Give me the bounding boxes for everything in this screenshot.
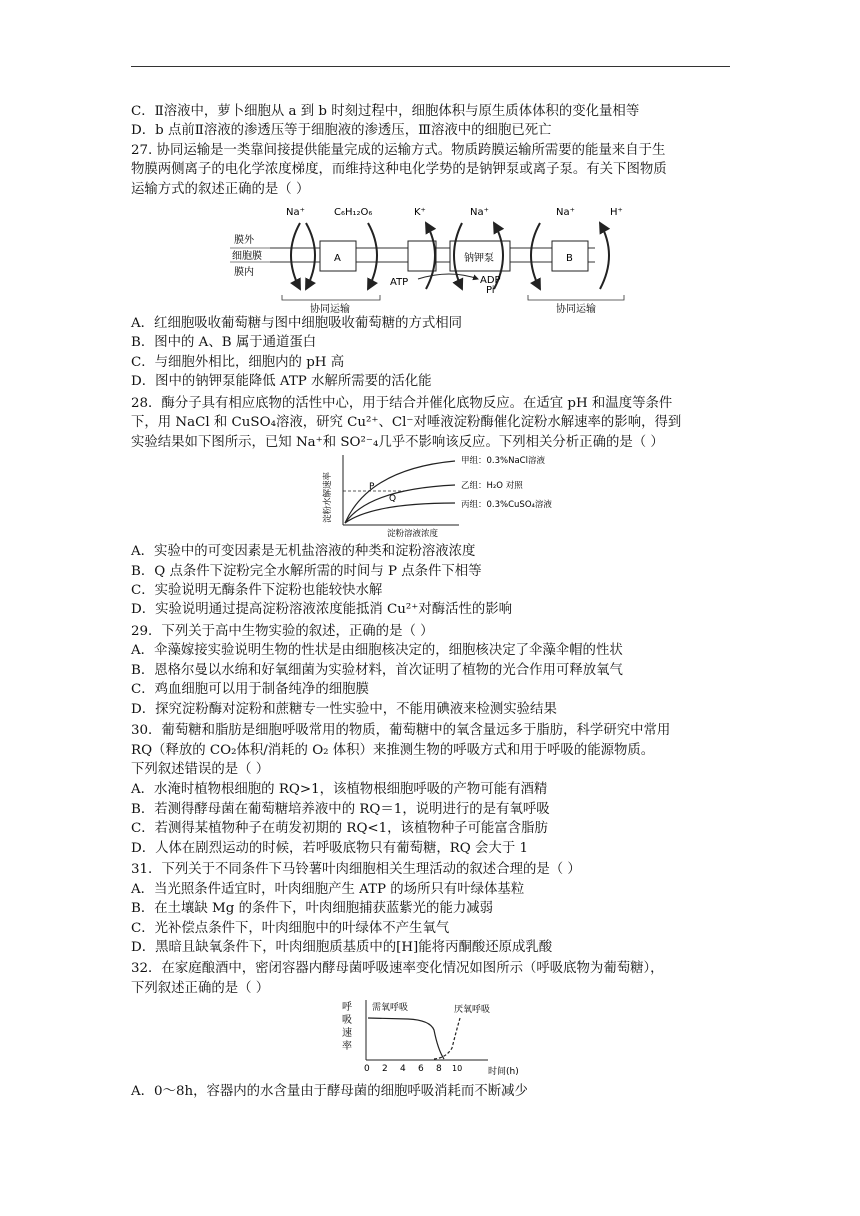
text-line: C．鸡血细胞可以用于制备纯净的细胞膜 xyxy=(131,682,369,697)
carrier-b-label: B xyxy=(566,253,573,264)
text-line: C．Ⅱ溶液中，萝卜细胞从 a 到 b 时刻过程中，细胞体积与原生质体体积的变化量相等 xyxy=(131,104,640,119)
text-line: C．实验说明无酶条件下淀粉也能较快水解 xyxy=(131,583,383,598)
legend-cuso4: 丙组：0.3%CuSO₄溶液 xyxy=(461,500,552,510)
atp-label: ATP xyxy=(390,277,409,288)
na3-arrow xyxy=(531,223,540,289)
anaerobic-curve xyxy=(434,1018,460,1059)
na1-arrow-b xyxy=(306,223,315,289)
y-label-2: 吸 xyxy=(342,1015,352,1026)
cotransport-bracket-1 xyxy=(282,295,380,300)
cotransport-bracket-2 xyxy=(528,295,624,300)
adp-label: ADP xyxy=(480,275,501,286)
text-line: D．黑暗且缺氧条件下，叶肉细胞质基质中的[H]能将丙酮酸还原成乳酸 xyxy=(131,940,553,955)
header-rule xyxy=(131,66,730,67)
na2-label: Na⁺ xyxy=(470,207,489,218)
text-line: D．实验说明通过提高淀粉溶液浓度能抵消 Cu²⁺对酶活性的影响 xyxy=(131,602,513,617)
tick-10: 10 xyxy=(452,1064,463,1073)
pump-left-box xyxy=(408,241,436,271)
text-line: A．红细胞吸收葡萄糖与图中细胞吸收葡萄糖的方式相同 xyxy=(131,316,463,331)
text-line: B．图中的 A、B 属于通道蛋白 xyxy=(131,335,317,350)
text-line: 27. 协同运输是一类靠间接提供能量完成的运输方式。物质跨膜运输所需要的能量来自于生 xyxy=(131,143,666,158)
text-line: 实验结果如下图所示，已知 Na⁺和 SO²⁻₄几乎不影响该反应。下列相关分析正确的是（ ） xyxy=(131,435,664,450)
text-line: 运输方式的叙述正确的是（ ） xyxy=(131,182,310,197)
x-axis-label: 淀粉溶液浓度 xyxy=(387,529,439,539)
text-line: RQ（释放的 CO₂体积/消耗的 O₂ 体积）来推测生物的呼吸方式和用于呼吸的能源物质。 xyxy=(131,743,655,758)
cotransport-diagram xyxy=(230,203,630,315)
y-label-3: 速 xyxy=(342,1028,352,1039)
pump-label: 钠钾泵 xyxy=(464,253,494,264)
h-arrow xyxy=(600,223,609,289)
text-line: A．实验中的可变因素是无机盐溶液的种类和淀粉溶液浓度 xyxy=(131,544,476,559)
text-line: B．在土壤缺 Mg 的条件下，叶肉细胞捕获蓝紫光的能力减弱 xyxy=(131,901,494,916)
text-line: B．Q 点条件下淀粉完全水解所需的时间与 P 点条件下相等 xyxy=(131,564,482,579)
na3-label: Na⁺ xyxy=(556,207,575,218)
text-line: B．恩格尔曼以水绵和好氧细菌为实验材料，首次证明了植物的光合作用可释放氧气 xyxy=(131,663,623,678)
cotransport-label-1: 协同运输 xyxy=(310,304,350,315)
anaerobic-label: 厌氧呼吸 xyxy=(454,1005,491,1015)
text-line: C．若测得某植物种子在萌发初期的 RQ<1，该植物种子可能富含脂肪 xyxy=(131,821,548,836)
text-line: 28．酶分子具有相应底物的活性中心，用于结合并催化底物反应。在适宜 pH 和温度等条件 xyxy=(131,396,673,411)
point-q-label: Q xyxy=(389,494,397,504)
y-label-4: 率 xyxy=(342,1041,352,1052)
y-label-1: 呼 xyxy=(342,1002,352,1013)
text-line: A．当光照条件适宜时，叶肉细胞产生 ATP 的场所只有叶绿体基粒 xyxy=(131,882,525,897)
na1-arrow xyxy=(291,223,300,289)
text-line: C．光补偿点条件下，叶肉细胞中的叶绿体不产生氧气 xyxy=(131,921,450,936)
inside-label: 膜内 xyxy=(234,267,254,278)
legend-nacl: 甲组：0.3%NaCl溶液 xyxy=(461,456,545,466)
series-cuso4-line xyxy=(345,503,455,523)
text-line: 下，用 NaCl 和 CuSO₄溶液，研究 Cu²⁺、Cl⁻对唾液淀粉酶催化淀粉水解速率的影响，得到 xyxy=(131,415,682,430)
text-line: D．人体在剧烈运动的时候，若呼吸底物只有葡萄糖，RQ 会大于 1 xyxy=(131,841,528,856)
x-axis-label: 时间(h) xyxy=(488,1067,519,1077)
text-line: 32．在家庭酿酒中，密闭容器内酵母菌呼吸速率变化情况如图所示（呼吸底物为葡萄糖）， xyxy=(131,961,664,976)
point-p-label: P xyxy=(369,482,375,492)
h-label: H⁺ xyxy=(610,207,623,218)
respiration-rate-chart xyxy=(338,996,528,1076)
text-line: A．0～8h，容器内的水含量由于酵母菌的细胞呼吸消耗而不断减少 xyxy=(131,1084,528,1099)
cotransport-label-2: 协同运输 xyxy=(556,304,596,315)
atp-arrow xyxy=(418,274,478,279)
k-label: K⁺ xyxy=(414,207,426,218)
enzyme-rate-chart xyxy=(325,451,555,537)
tick-8: 8 xyxy=(436,1064,442,1074)
tick-2: 2 xyxy=(382,1064,388,1074)
aerobic-curve xyxy=(368,1018,444,1059)
text-line: A．水淹时植物根细胞的 RQ>1，该植物根细胞呼吸的产物可能有酒精 xyxy=(131,782,548,797)
membrane-label: 细胞膜 xyxy=(232,251,262,262)
text-line: D．探究淀粉酶对淀粉和蔗糖专一性实验中，不能用碘液来检测实验结果 xyxy=(131,702,557,717)
pi-label: Pi xyxy=(486,285,495,296)
tick-4: 4 xyxy=(400,1064,406,1074)
glucose-arrow xyxy=(368,223,377,289)
text-line: C．与细胞外相比，细胞内的 pH 高 xyxy=(131,355,345,370)
legend-water: 乙组：H₂O 对照 xyxy=(461,481,523,491)
y-axis-label: 淀粉水解速率 xyxy=(323,471,333,523)
carrier-a-label: A xyxy=(334,253,341,264)
text-line: D．图中的钠钾泵能降低 ATP 水解所需要的活化能 xyxy=(131,374,432,389)
text-line: B．若测得酵母菌在葡萄糖培养液中的 RQ＝1，说明进行的是有氧呼吸 xyxy=(131,802,550,817)
text-line: 下列叙述正确的是（ ） xyxy=(131,981,270,996)
glucose-label: C₆H₁₂O₆ xyxy=(334,207,373,218)
text-line: 30．葡萄糖和脂肪是细胞呼吸常用的物质，葡萄糖中的氧含量远多于脂肪，科学研究中常用 xyxy=(131,723,671,738)
text-line: A．伞藻嫁接实验说明生物的性状是由细胞核决定的，细胞核决定了伞藻伞帽的性状 xyxy=(131,643,623,658)
text-line: 31．下列关于不同条件下马铃薯叶肉细胞相关生理活动的叙述合理的是（ ） xyxy=(131,862,581,877)
text-line: 下列叙述错误的是（ ） xyxy=(131,762,270,777)
aerobic-label: 需氧呼吸 xyxy=(372,1003,409,1013)
tick-0: 0 xyxy=(364,1064,370,1074)
outside-label: 膜外 xyxy=(234,235,254,246)
text-line: 物膜两侧离子的电化学浓度梯度，而维持这种电化学势的是钠钾泵或离子泵。有关下图物质 xyxy=(131,162,667,177)
text-line: D．b 点前Ⅱ溶液的渗透压等于细胞液的渗透压，Ⅲ溶液中的细胞已死亡 xyxy=(131,123,552,138)
text-line: 29．下列关于高中生物实验的叙述，正确的是（ ） xyxy=(131,624,434,639)
tick-6: 6 xyxy=(418,1064,424,1074)
na1-label: Na⁺ xyxy=(286,207,305,218)
